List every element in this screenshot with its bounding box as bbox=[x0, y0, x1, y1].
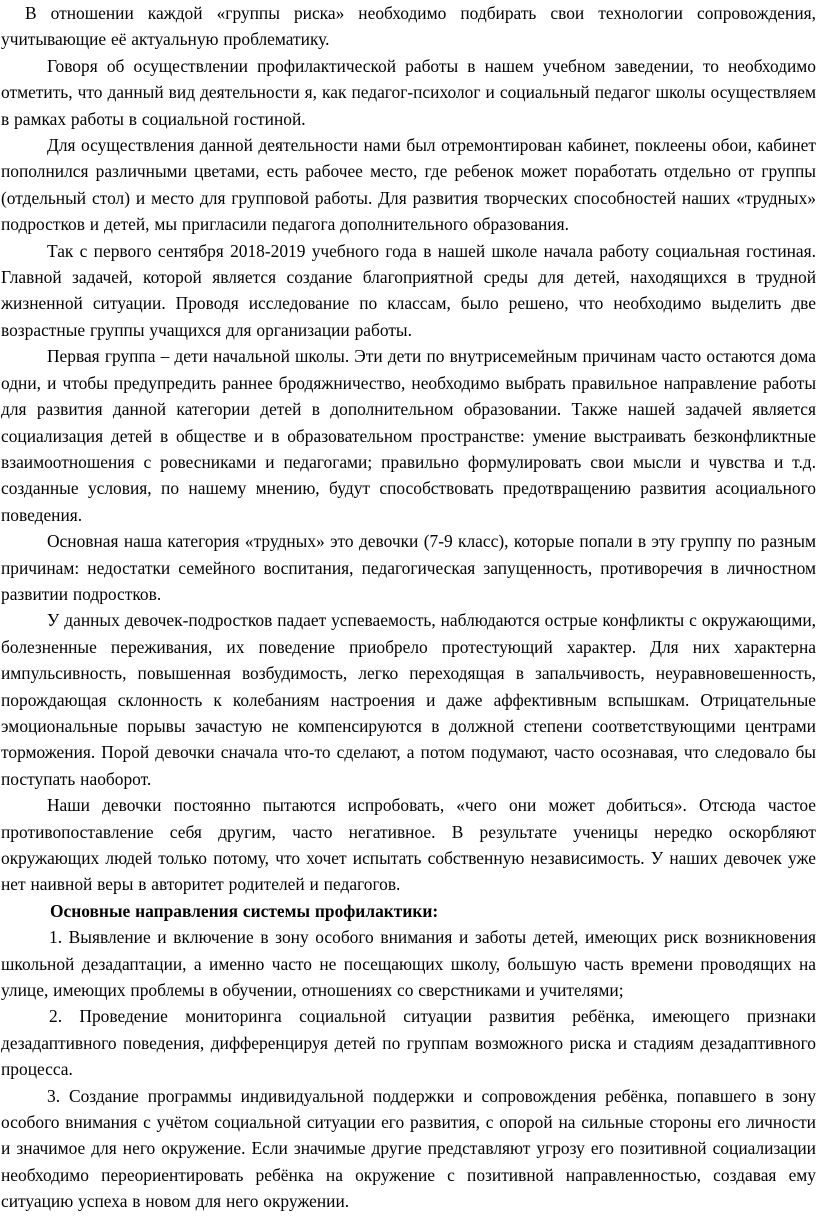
list-item: 3. Создание программы индивидуальной поддержки и сопровождения ребёнка, попавшего в зону особого внимания с учётом социальной ситуации его развития, с опорой на сильные стороны его личности и значимое для него окружение. Если значимые другие представляют угрозу его позитивной социализации необходимо переориентировать ребёнка на окружение с позитивной направленностью, создавая ему ситуацию успеха в новом для него окружении. bbox=[1, 1085, 816, 1212]
paragraph-office-setup: Для осуществления данной деятельности нами был отремонтирован кабинет, поклеены обои, кабинет пополнился различными цветами, есть рабочее место, где ребенок может поработать отдельно от группы (отдельный стол) и место для групповой работы. Для развития творческих способностей наших «трудных» подростков и детей, мы пригласили педагога дополнительного образования. bbox=[1, 135, 816, 235]
paragraph-first-group: Первая группа – дети начальной школы. Эти дети по внутрисемейным причинам часто остаются дома одни, и чтобы предупредить раннее бродяжничество, необходимо выбрать правильное направление работы для развития данной категории детей в дополнительном образовании. Также нашей задачей является социализация детей в обществе и в образовательном пространстве: умение выстраивать безконфликтные взаимоотношения с ровесниками и педагогами; правильно формулировать свои мысли и чувства и т.д. созданные условия, по нашему мнению, будут способствовать предотвращению развития асоциального поведения. bbox=[1, 346, 816, 525]
paragraph-independence: Наши девочки постоянно пытаются испробовать, «чего они может добиться». Отсюда частое противопоставление себя другим, часто негативное. В результате ученицы нередко оскорбляют окружающих людей только потому, что хочет испытать собственную независимость. У наших девочек уже нет наивной веры в авторитет родителей и педагогов. bbox=[1, 795, 816, 895]
list-item: 1. Выявление и включение в зону особого внимания и заботы детей, имеющих риск возникновения школьной дезадаптации, а именно часто не посещающих школу, большую часть времени проводящих на улице, имеющих проблемы в обучении, отношениях со сверстниками и учителями; bbox=[1, 927, 816, 1001]
paragraph-main-category: Основная наша категория «трудных» это девочки (7-9 класс), которые попали в эту группу по разным причинам: недостатки семейного воспитания, педагогическая запущенность, противоречия в личностном развитии подростков. bbox=[1, 531, 816, 604]
paragraph-risk-groups: В отношении каждой «группы риска» необходимо подбирать свои технологии сопровождения, учитывающие её актуальную проблематику. bbox=[1, 3, 816, 50]
paragraph-social-lounge: Так с первого сентября 2018-2019 учебного года в нашей школе начала работу социальная гостиная. Главной задачей, которой является создание благоприятной среды для детей, находящихся в трудной жизненной ситуации. Проводя исследование по классам, было решено, что необходимо выделить две возрастные группы учащихся для организации работы. bbox=[1, 240, 816, 340]
paragraph-girls-behavior: У данных девочек-подростков падает успеваемость, наблюдаются острые конфликты с окружающими, болезненные переживания, их поведение приобрело протестующий характер. Для них характерна импульсивность, повышенная возбудимость, легко переходящая в запальчивость, неуравновешенность, порождающая склонность к колебаниям настроения и даже аффективным вспышкам. Отрицательные эмоциональные порывы зачастую не компенсируются в должной степени соответствующими центрами торможения. Порой девочки сначала что-то сделают, а потом подумают, часто осознавая, что следовало бы поступать наоборот. bbox=[1, 610, 816, 789]
paragraph-prevention-work: Говоря об осуществлении профилактической работы в нашем учебном заведении, то необходимо отметить, что данный вид деятельности я, как педагог-психолог и социальный педагог школы осуществляем в рамках работы в социальной гостиной. bbox=[1, 55, 816, 129]
section-heading: Основные направления системы профилактики: bbox=[50, 900, 439, 921]
list-item: 2. Проведение мониторинга социальной ситуации развития ребёнка, имеющего признаки дезадаптивного поведения, дифференцируя детей по группам возможного риска и стадиям дезадаптивного процесса. bbox=[1, 1006, 816, 1080]
